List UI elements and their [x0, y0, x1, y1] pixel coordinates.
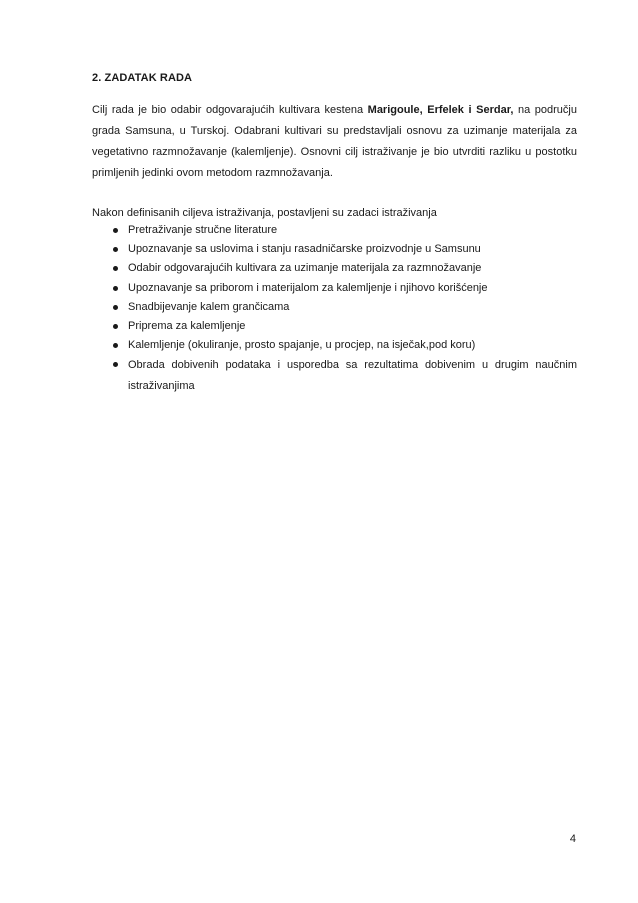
list-item — [92, 240, 577, 259]
cultivar-names: Marigoule, Erfelek i Serdar, — [367, 104, 514, 116]
list-item — [92, 279, 577, 298]
list-item-text: Upoznavanje sa priborom i materijalom za kalemljenje i njihovo korišćenje — [128, 281, 488, 294]
list-item — [92, 298, 577, 317]
bullet-icon — [113, 286, 118, 291]
list-item-text: Snadbijevanje kalem grančicama — [128, 300, 290, 313]
bullet-icon — [113, 305, 118, 310]
page-number: 4 — [569, 833, 576, 845]
list-item-text: Obrada dobivenih podataka i usporedba sa rezultatima dobivenim u drugim naučnim istraživanjima — [128, 359, 577, 393]
paragraph-objective — [92, 100, 577, 184]
list-item-text: Priprema za kalemljenje — [128, 320, 246, 333]
bullet-icon — [113, 228, 118, 233]
list-item — [92, 355, 577, 397]
list-item-text: Kalemljenje (okuliranje, prosto spajanje, u procjep, na isječak,pod koru) — [128, 339, 476, 352]
bullet-icon — [113, 362, 118, 367]
list-item — [92, 317, 577, 336]
bullet-icon — [113, 343, 118, 348]
list-item-text: Upoznavanje sa uslovima i stanju rasadničarske proizvodnje u Samsunu — [128, 243, 481, 256]
list-item — [92, 221, 577, 240]
list-item-text: Pretraživanje stručne literature — [128, 224, 278, 236]
bullet-icon — [113, 266, 118, 271]
objective-text-start: Cilj rada je bio odabir odgovarajućih kultivara kestena — [92, 104, 368, 116]
bullet-icon — [113, 324, 118, 329]
list-item — [92, 259, 577, 278]
paragraph-tasks-intro: Nakon definisanih ciljeva istraživanja, postavljeni su zadaci istraživanja — [92, 207, 437, 219]
section-heading: 2. ZADATAK RADA — [92, 72, 193, 84]
list-item — [92, 336, 577, 355]
list-item-text: Odabir odgovarajućih kultivara za uzimanje materijala za razmnožavanje — [128, 262, 482, 275]
task-list — [92, 221, 577, 397]
objective-text-end: na području grada Samsuna, u Turskoj. Odabrani kultivari su predstavljali osnovu za uzimanje materijala za vegetativno razmnožavanje (kalemljenje). Osnovni cilj istraživanje je bio utvrditi razliku u postotku primljenih jedinki ovom metodom razmnožavanja. — [92, 104, 577, 179]
bullet-icon — [113, 247, 118, 252]
